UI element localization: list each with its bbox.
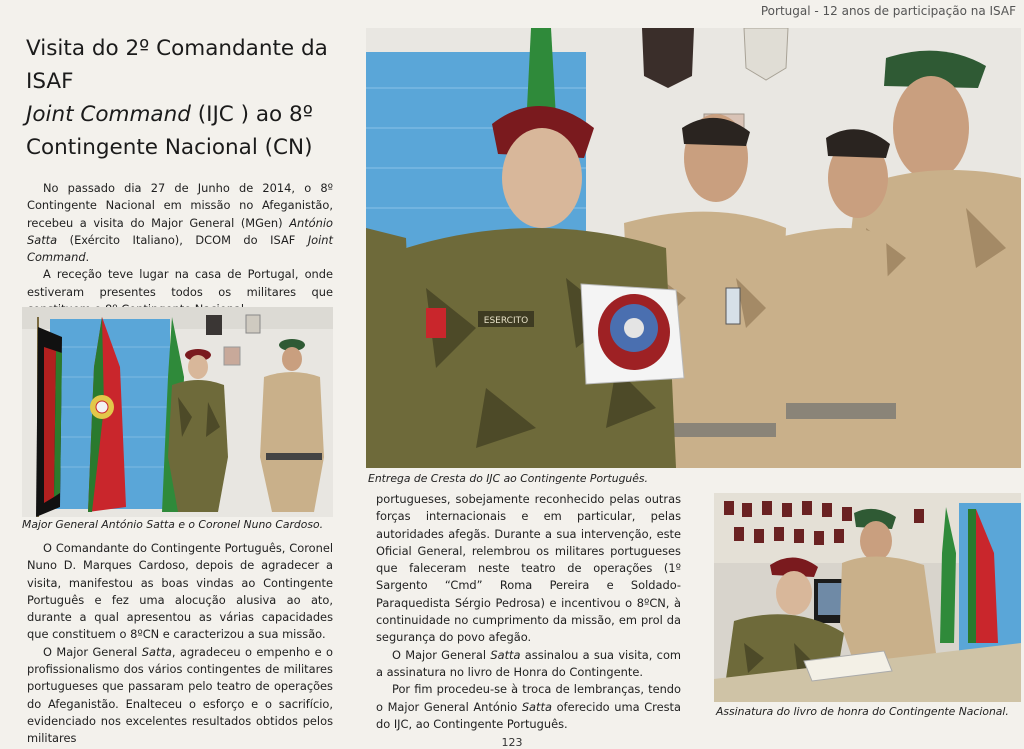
running-header: Portugal - 12 anos de participação na ISAF [760,4,1016,18]
name-tape-text: ESERCITO [483,316,529,326]
photo-crest-handover [366,28,1021,468]
caption-photo-crest: Entrega de Cresta do IJC ao Contingente Português. [368,472,648,485]
title-line-2 [26,98,356,131]
article-title [26,32,356,164]
paragraph-1: No passado dia 27 de Junho de 2014, o 8º Contingente Nacional em missão no Afeganistão, recebeu a visita do Major General (MGen) António Satta (Exército Italiano), DCOM do ISAF Joint Command. [27,181,333,265]
paragraph-5: portugueses, sobejamente reconhecido pelas outras forças internacionais e em particular, pelas autoridades afegãs. Durante a sua intervenção, este Oficial General, relembrou os militares portugueses que faleceram neste teatro de operações (1º Sargento “Cmd” Roma Pereira e Soldado-Paraquedista Sérgio Pedrosa) e incentivou o 8ºCN, à continuidade no cumprimento da missão, em prol da segurança do povo afegão. [376,492,681,645]
column-2-bottom [376,491,681,733]
paragraph-2: A receção teve lugar na casa de Portugal, onde estiveram presentes todos os militares que [27,267,333,299]
title-line-2-rest: (IJC ) ao 8º [190,102,313,127]
column-1-bottom [27,540,333,748]
caption-photo-generals: Major General António Satta e o Coronel Nuno Cardoso. [22,518,324,531]
paragraph-3: O Comandante do Contingente Português, Coronel Nuno D. Marques Cardoso, depois de agradecer a visita, manifestou as boas vindas ao Contingente Português e fez uma alocução alusiva ao ato, durante a qual apresentou as várias capacidades que constituem o 8ºCN e caracterizou a sua missão. [27,541,333,642]
title-line-3: Contingente Nacional (CN) [26,135,313,160]
column-1-top [27,180,333,318]
title-line-1: Visita do 2º Comandante da ISAF [26,36,328,94]
page-number: 123 [501,736,523,749]
photo-signing [714,493,1021,702]
paragraph-4: O Major General Satta, agradeceu o empenho e o profissionalismo dos vários contingentes de militares portugueses que passaram pelo teatro de operações do Afeganistão. Enalteceu o esforço e o sacrifício, evidenciado nos excelentes resultados obtidos pelos militares [27,644,333,746]
paragraph-7: Por fim procedeu-se à troca de lembranças, tendo o Major General António Satta oferecido uma Cresta do IJC, ao Contingente Português. [376,682,681,731]
photo-generals [22,307,333,517]
caption-photo-signing: Assinatura do livro de honra do Contingente Nacional. [716,705,1009,718]
title-italic: Joint Command [26,102,191,127]
paragraph-6: O Major General Satta assinalou a sua visita, com a assinatura no livro de Honra do Contingente. [376,647,682,679]
